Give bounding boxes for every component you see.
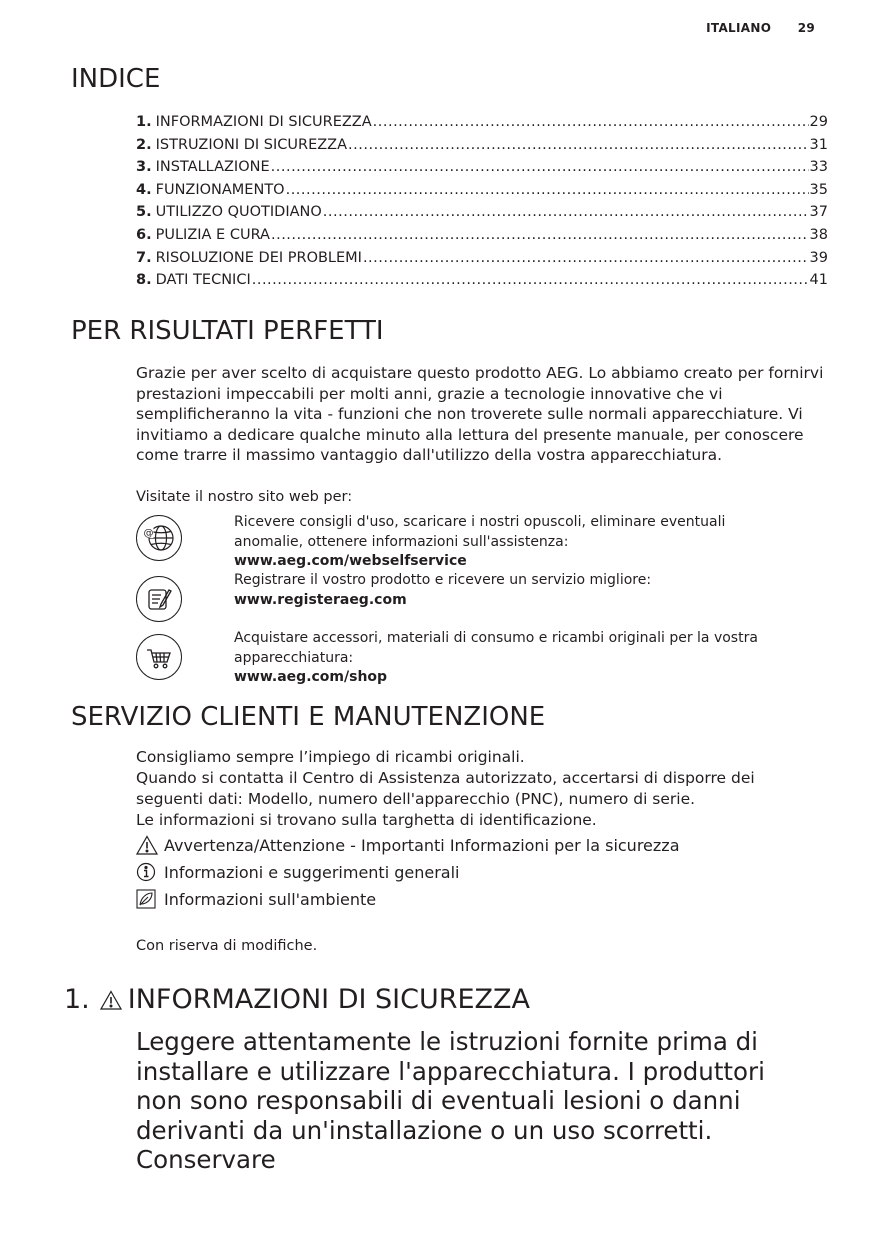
legend-environment <box>136 889 376 909</box>
service-description: Ricevere consigli d'uso, scaricare i nostri opuscoli, eliminare eventuali anomalie, ottenere informazioni sull'assistenza: <box>234 514 726 550</box>
toc-entry[interactable] <box>136 179 828 202</box>
register-icon <box>136 576 182 622</box>
register-link[interactable]: www.registeraeg.com <box>234 591 407 608</box>
toc-entry[interactable] <box>136 224 828 247</box>
service-description: Acquistare accessori, materiali di consumo e ricambi originali per la vostra apparecchiatura: <box>234 630 758 666</box>
toc-entry-page: 31 <box>809 136 828 153</box>
warning-icon <box>136 835 159 855</box>
toc-entry-page: 33 <box>809 159 828 176</box>
toc-entry-number: 6. <box>136 226 152 243</box>
environment-icon <box>136 889 159 909</box>
page-header <box>706 21 815 35</box>
legend-text: Informazioni e suggerimenti generali <box>164 862 460 882</box>
toc-entry-page: 35 <box>809 181 828 198</box>
toc-entry-label: FUNZIONAMENTO <box>155 181 285 198</box>
toc-entry-page: 37 <box>809 204 828 221</box>
visit-website-text: Visitate il nostro sito web per: <box>136 489 353 505</box>
toc-entry-page: 41 <box>809 272 828 289</box>
toc-entry[interactable] <box>136 134 828 157</box>
service-line-rating-plate: Le informazioni si trovano sulla targhetta di identificazione. <box>136 811 597 829</box>
webselfservice-link[interactable]: www.aeg.com/webselfservice <box>234 553 467 569</box>
info-icon <box>136 862 159 882</box>
toc-entry[interactable] <box>136 111 828 134</box>
service-line-contact: Quando si contatta il Centro di Assistenza autorizzato, accertarsi di disporre dei seguenti dati: Modello, numero dell'apparecchio (PNC), numero di serie. <box>136 769 755 808</box>
toc-entry-label: UTILIZZO QUOTIDIANO <box>155 204 322 221</box>
toc-entry-page: 39 <box>809 249 828 266</box>
toc-entry-page: 29 <box>809 114 828 130</box>
shop-link[interactable]: www.aeg.com/shop <box>234 669 388 685</box>
service-register <box>136 572 652 622</box>
toc-entry-number: 8. <box>136 272 152 289</box>
legend-text: Informazioni sull'ambiente <box>164 889 377 909</box>
toc-entry-number: 1. <box>136 114 152 130</box>
toc-entry-label: INFORMAZIONI DI SICUREZZA <box>155 114 372 130</box>
toc-entry-number: 3. <box>136 159 152 176</box>
legend-info <box>136 862 460 882</box>
toc-entry-number: 2. <box>136 136 152 153</box>
toc-entry[interactable] <box>136 201 828 224</box>
svg-text:@: @ <box>143 528 154 539</box>
service-shop <box>136 630 758 685</box>
perfect-results-title: PER RISULTATI PERFETTI <box>71 316 384 346</box>
shopping-cart-icon <box>136 634 182 680</box>
toc-entry-number: 7. <box>136 249 152 266</box>
customer-service-title: SERVIZIO CLIENTI E MANUTENZIONE <box>71 702 546 732</box>
toc-entry[interactable] <box>136 156 828 179</box>
toc-entry[interactable] <box>136 247 828 270</box>
service-webselfservice <box>136 514 726 569</box>
section-title-text: INFORMAZIONI DI SICUREZZA <box>127 984 531 1015</box>
header-language: ITALIANO <box>706 21 772 35</box>
legend-text: Avvertenza/Attenzione - Importanti Informazioni per la sicurezza <box>164 835 680 855</box>
toc-entry-label: ISTRUZIONI DI SICUREZZA <box>155 136 348 153</box>
toc-entry-label: INSTALLAZIONE <box>155 159 270 176</box>
toc-title: INDICE <box>71 64 161 94</box>
service-description: Registrare il vostro prodotto e ricevere un servizio migliore: <box>234 572 652 588</box>
toc-entry-label: PULIZIA E CURA <box>155 226 270 243</box>
header-page-number: 29 <box>797 21 815 35</box>
toc-entry-page: 38 <box>809 226 828 243</box>
perfect-results-intro: Grazie per aver scelto di acquistare questo prodotto AEG. Lo abbiamo creato per fornirvi prestazioni impeccabili per molti anni, grazie a tecnologie innovative che vi semplificheranno la vita - funzioni che non troverete sulle normali apparecchiature. Vi invitiamo a dedicare qualche minuto alla lettura del presente manuale, per conoscere come trarre il massimo vantaggio dall'utilizzo della vostra apparecchiatura. <box>136 364 824 464</box>
warning-icon <box>100 990 122 1010</box>
toc-entry-number: 5. <box>136 204 152 221</box>
toc-entry-label: DATI TECNICI <box>155 272 251 289</box>
toc-entry-number: 4. <box>136 181 152 198</box>
table-of-contents <box>136 111 828 292</box>
toc-entry[interactable] <box>136 269 828 292</box>
safety-section-title <box>64 984 530 1016</box>
legend-warning <box>136 835 680 855</box>
section-number: 1. <box>64 984 90 1015</box>
toc-entry-label: RISOLUZIONE DEI PROBLEMI <box>155 249 362 266</box>
globe-icon <box>136 515 182 561</box>
safety-lead-text: Leggere attentamente le istruzioni fornite prima di installare e utilizzare l'apparecchiatura. I produttori non sono responsabili di eventuali lesioni o danni derivanti da un'installazione o un uso scorretti. Conservare <box>136 1027 765 1174</box>
subject-to-change-note: Con riserva di modifiche. <box>136 938 318 954</box>
service-line-original-parts: Consigliamo sempre l’impiego di ricambi originali. <box>136 748 525 766</box>
